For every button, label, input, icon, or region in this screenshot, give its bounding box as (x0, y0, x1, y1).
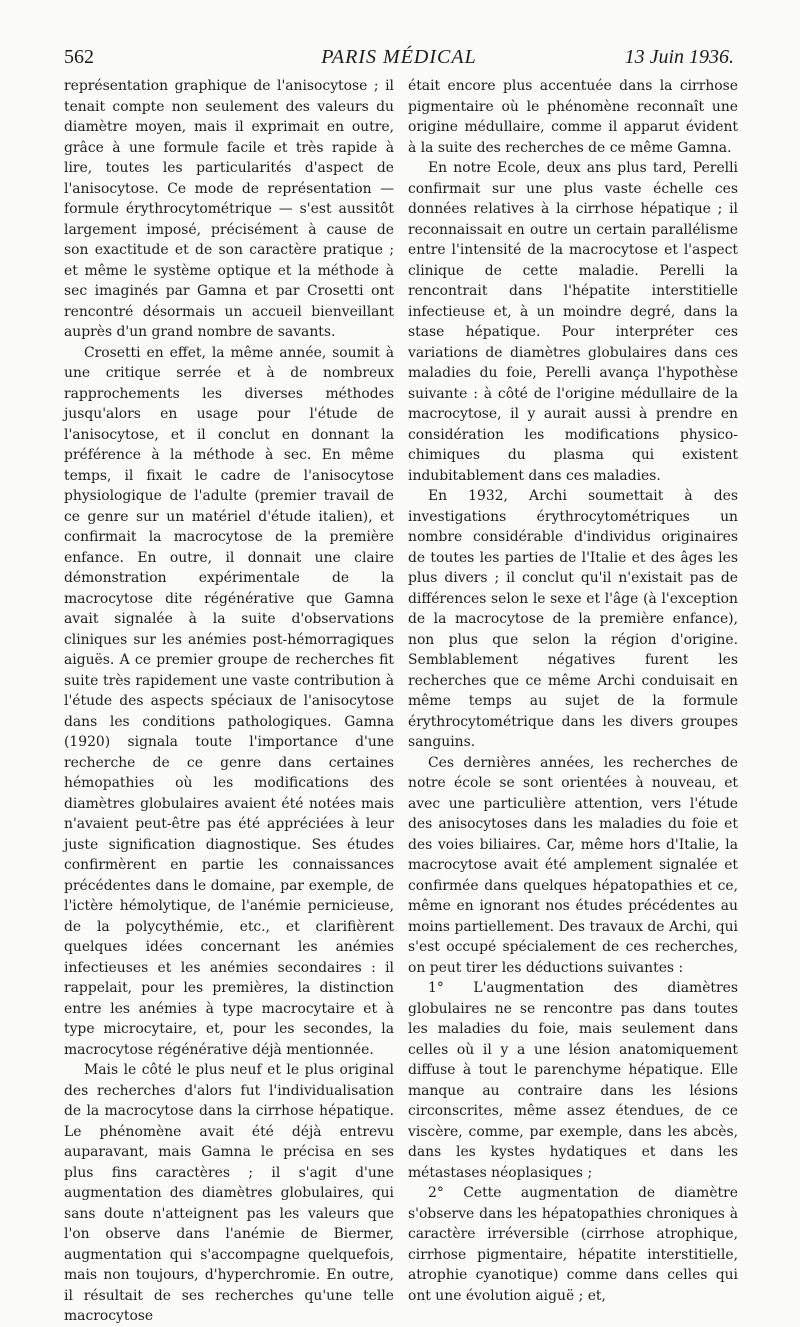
page-number: 562 (64, 46, 94, 68)
paragraph: Ces dernières années, les recherches de notre école se sont orientées à nouveau, et avec une particulière attention, vers l'étude des anisocytoses dans les maladies du foie et des voies biliaires. Car, même hors d'Italie, la macrocytose avait été amplement signalée et confirmée dans quelques hépatopathies et ce, même en ignorant nos études précédentes au moins partiellement. Des travaux de Archi, qui s'est occupé spécialement de ces recherches, on peut tirer les déductions suivantes : (408, 754, 738, 976)
journal-title: PARIS MÉDICAL (321, 46, 477, 68)
paragraph: était encore plus accentuée dans la cirrhose pigmentaire où le phénomène reconnaît une origine médullaire, comme il apparut évident à la suite des recherches de ce même Gamna. (408, 78, 738, 156)
list-item: 1° L'augmentation des diamètres globulaires ne se rencontre pas dans toutes les maladies du foie, mais seulement dans celles où il y a une lésion anatomiquement diffuse à tout le parenchyme hépatique. Elle manque au contraire dans les lésions circonscrites, même assez étendues, de ce viscère, comme, par exemple, dans les abcès, dans les kystes hydatiques et dans les métastases néoplasiques ; (408, 980, 738, 1181)
issue-date: 13 Juin 1936. (624, 46, 734, 68)
running-header (64, 46, 734, 72)
left-column (64, 76, 394, 1327)
right-column (408, 76, 738, 1306)
paragraph: Mais le côté le plus neuf et le plus original des recherches d'alors fut l'individualisation de la macrocytose dans la cirrhose hépatique. Le phénomène avait été déjà entrevu auparavant, mais Gamna le précisa en ses plus fins caractères ; il s'agit d'une augmentation des diamètres globulaires, qui sans doute n'atteignent pas les valeurs que l'on observe dans l'anémie de Biermer, augmentation qui s'accompagne quelquefois, mais non toujours, d'hyperchromie. En outre, il résultait de ses recherches qu'une telle macrocytose (64, 1062, 394, 1324)
paragraph: représentation graphique de l'anisocytose ; il tenait compte non seulement des valeurs du diamètre moyen, mais il exprimait en outre, grâce à une formule facile et très rapide à lire, toutes les particularités d'aspect de l'anisocytose. Ce mode de représentation — formule érythrocytométrique — s'est aussitôt largement imposé, précisément à cause de son exactitude et de son caractère pratique ; et même le système optique et la méthode à sec imaginés par Gamna et par Crosetti ont rencontré désormais un accueil bienveillant auprès d'un grand nombre de savants. (64, 78, 394, 340)
paragraph: Crosetti en effet, la même année, soumit à une critique serrée et à de nombreux rapprochements les diverses méthodes jusqu'alors en usage pour l'étude de l'anisocytose, et il conclut en donnant la préférence à la méthode à sec. En même temps, il fixait le cadre de l'anisocytose physiologique de l'adulte (premier travail de ce genre sur un matériel d'étude italien), et confirmait la macrocytose de la première enfance. En outre, il donnait une claire démonstration expérimentale de la macrocytose dite régénérative que Gamna avait signalée à la suite d'observations cliniques sur les anémies post-hémorragiques aiguës. A ce premier groupe de recherches fit suite très rapidement une vaste contribution à l'étude des aspects spéciaux de l'anisocytose dans les conditions pathologiques. Gamna (1920) signala toute l'importance d'une recherche de ce genre dans certaines hémopathies où les modifications des diamètres globulaires avaient été notées mais n'avaient peut-être pas été appréciées à leur juste signification diagnostique. Ses études confirmèrent en partie les connaissances précédentes dans le domaine, par exemple, de l'ictère hémolytique, de l'anémie pernicieuse, de la polycythémie, etc., et clarifièrent quelques idées concernant les anémies infectieuses et les anémies secondaires : il rappelait, pour les premières, la distinction entre les anémies à type macrocytaire et à type microcytaire, et, pour les secondes, la macrocytose régénérative déjà mentionnée. (64, 344, 394, 1058)
paragraph: En notre Ecole, deux ans plus tard, Perelli confirmait sur une plus vaste échelle ces données relatives à la cirrhose hépatique ; il reconnaissait en outre un certain parallélisme entre l'intensité de la macrocytose et l'aspect clinique de cette maladie. Perelli la rencontrait dans l'hépatite interstitielle infectieuse et, à un moindre degré, dans la stase hépatique. Pour interpréter ces variations de diamètres globulaires dans ces maladies du foie, Perelli avança l'hypothèse suivante : à côté de l'origine médullaire de la macrocytose, il y aurait aussi à prendre en considération les modifications physico-chimiques du plasma qui existent indubitablement dans ces maladies. (408, 160, 738, 484)
paragraph: En 1932, Archi soumettait à des investigations érythrocytométriques un nombre considérable d'individus originaires de toutes les parties de l'Italie et des âges les plus divers ; il conclut qu'il n'existait pas de différences selon le sexe et l'âge (à l'exception de la macrocytose de la première enfance), non plus que selon la région d'origine. Semblablement négatives furent les recherches que ce même Archi conduisait en même temps au sujet de la formule érythrocytométrique dans les divers groupes sanguins. (408, 488, 738, 750)
list-item: 2° Cette augmentation de diamètre s'observe dans les hépatopathies chroniques à caractère irréversible (cirrhose atrophique, cirrhose pigmentaire, hépatite interstitielle, atrophie cyanotique) comme dans celles qui ont une évolution aiguë ; et, (408, 1185, 738, 1304)
